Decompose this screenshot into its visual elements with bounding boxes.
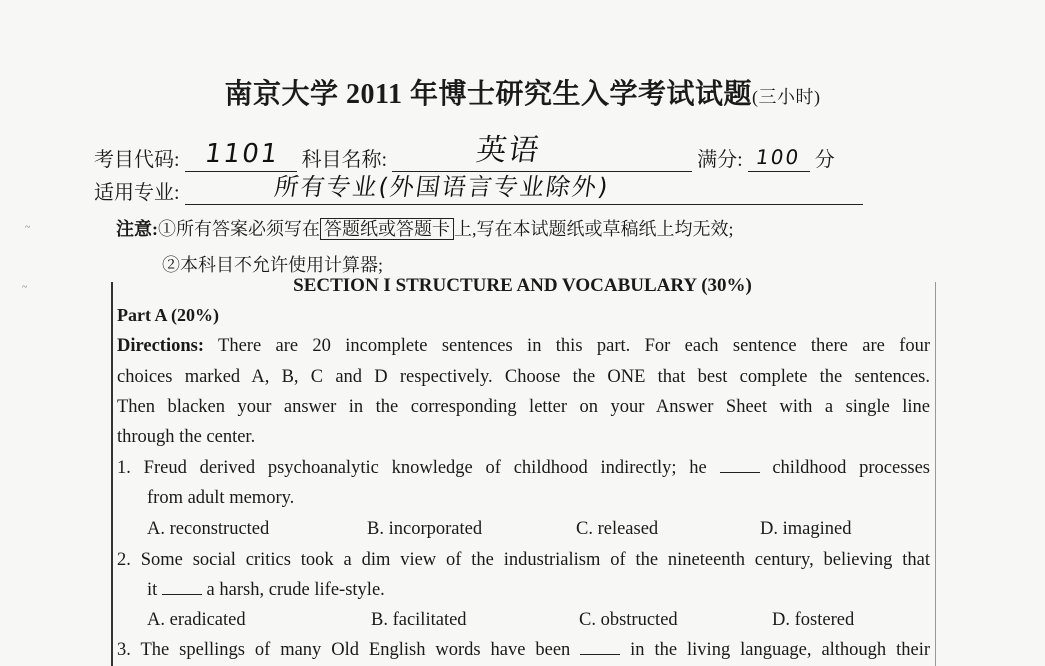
score-label: 满分: bbox=[697, 149, 743, 171]
directions-text-1: There are 20 incomplete sentences in this part. For each sentence there are four bbox=[218, 336, 930, 356]
section-heading: SECTION I STRUCTURE AND VOCABULARY (30%) bbox=[293, 275, 752, 296]
question-2-text-b: a harsh, crude life-style. bbox=[206, 580, 385, 600]
notice-1-box: 答题纸或答题卡 bbox=[320, 218, 454, 240]
question-1-option-d: D. imagined bbox=[760, 519, 852, 539]
question-1-option-c: C. released bbox=[576, 519, 659, 539]
question-3-text-b: in the living language, although their bbox=[630, 640, 931, 660]
score-unit: 分 bbox=[814, 149, 835, 171]
major-field bbox=[185, 173, 863, 205]
scan-speck: ~ bbox=[25, 222, 31, 233]
question-3-line-1 bbox=[117, 640, 930, 661]
exam-title bbox=[0, 72, 1045, 112]
directions-line-3: Then blacken your answer in the corresponding letter on your Answer Sheet with a single line bbox=[117, 397, 930, 417]
exam-title-text: 南京大学 2011 年博士研究生入学考试试题 bbox=[224, 79, 752, 110]
question-1-text-a: 1. Freud derived psychoanalytic knowledge of childhood indirectly; he bbox=[117, 458, 707, 478]
subject-value: 英语 bbox=[474, 133, 544, 168]
notice-1 bbox=[116, 215, 734, 241]
directions-line-2: choices marked A, B, C and D respectively. Choose the ONE that best complete the sentences. bbox=[117, 367, 930, 387]
question-2-option-c: C. obstructed bbox=[579, 610, 678, 630]
answer-blank bbox=[580, 640, 620, 655]
part-heading: Part A (20%) bbox=[117, 305, 219, 325]
major-value: 所有专业(外国语言专业除外) bbox=[272, 173, 611, 201]
score-value: 100 bbox=[754, 145, 802, 169]
answer-blank bbox=[162, 580, 202, 595]
notice-2: ②本科目不允许使用计算器; bbox=[162, 255, 383, 275]
question-2-line-1: 2. Some social critics took a dim view of the industrialism of the nineteenth century, believing that bbox=[117, 550, 930, 570]
question-1-text-b: childhood processes bbox=[772, 458, 931, 478]
question-1-line-1 bbox=[117, 458, 930, 479]
question-2-option-a: A. eradicated bbox=[147, 610, 246, 630]
question-1-option-b: B. incorporated bbox=[367, 519, 483, 539]
exam-duration: (三小时) bbox=[751, 87, 821, 107]
subject-label: 科目名称: bbox=[301, 149, 388, 171]
directions-line-1 bbox=[117, 336, 930, 357]
scan-speck: ~ bbox=[22, 282, 28, 293]
answer-blank bbox=[720, 458, 760, 473]
frame-left-border bbox=[111, 282, 113, 666]
major-label: 适用专业: bbox=[94, 182, 180, 204]
question-2-option-b: B. facilitated bbox=[371, 610, 467, 630]
question-1-line-2: from adult memory. bbox=[147, 488, 295, 508]
question-1-option-a: A. reconstructed bbox=[147, 519, 270, 539]
notice-label: 注意: bbox=[116, 219, 158, 239]
question-2-option-d: D. fostered bbox=[772, 610, 855, 630]
notice-1-pre: ①所有答案必须写在 bbox=[158, 219, 320, 239]
question-2-text-a: it bbox=[147, 580, 158, 600]
question-2-line-2 bbox=[147, 580, 385, 601]
score-field bbox=[748, 145, 810, 172]
directions-label: Directions: bbox=[117, 336, 204, 356]
directions-line-4: through the center. bbox=[117, 427, 256, 447]
notice-1-post: 上,写在本试题纸或草稿纸上均无效; bbox=[454, 219, 734, 239]
major-row bbox=[94, 173, 863, 205]
code-label: 考目代码: bbox=[94, 149, 180, 171]
question-3-text-a: 3. The spellings of many Old English words have been bbox=[117, 640, 571, 660]
frame-right-border bbox=[935, 282, 936, 666]
code-value: 1101 bbox=[202, 139, 281, 169]
